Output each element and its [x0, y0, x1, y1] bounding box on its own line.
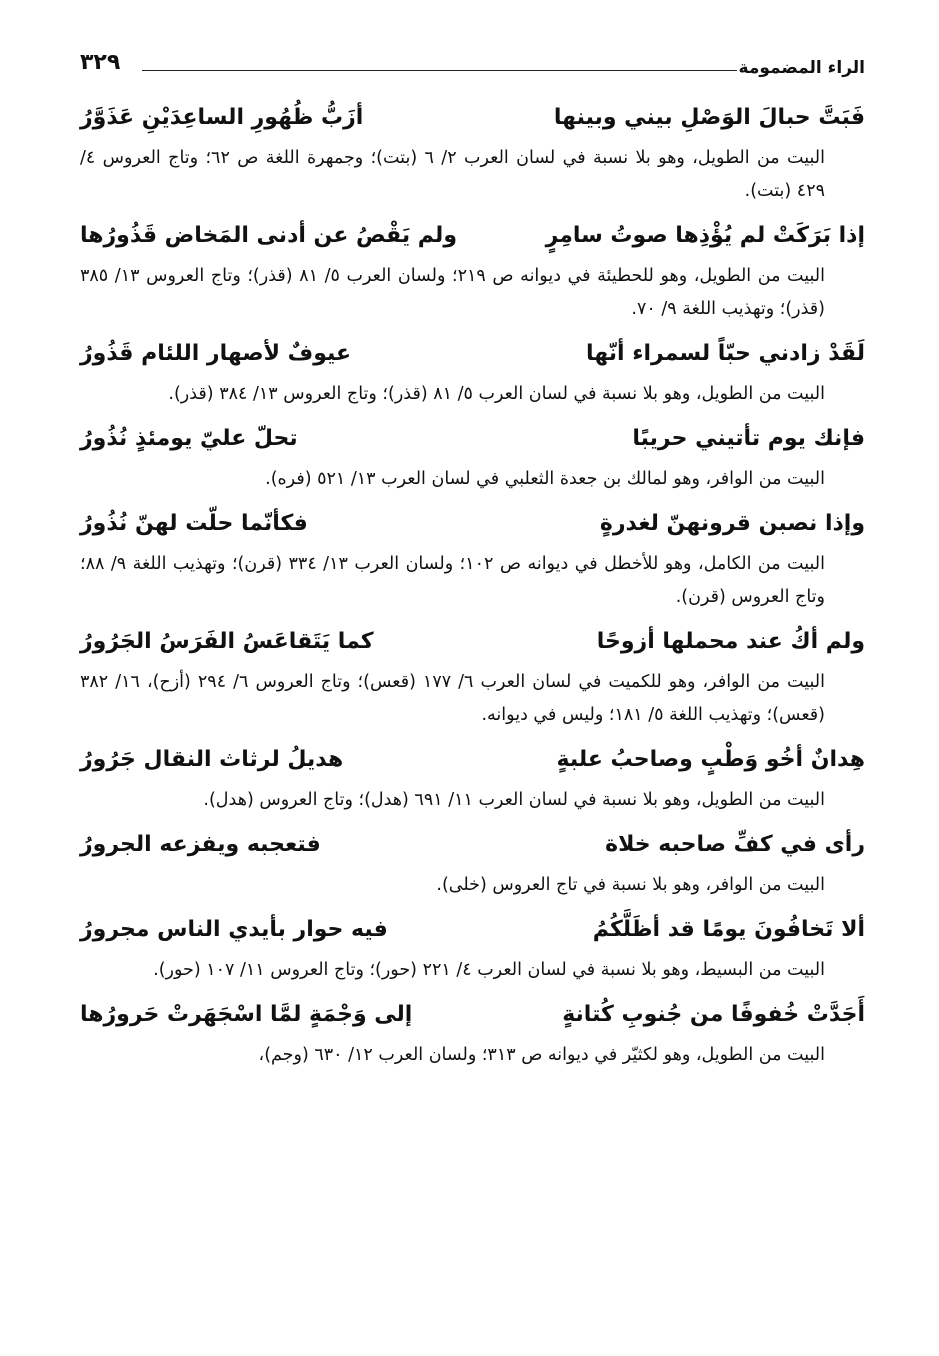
verse-entry [80, 502, 865, 614]
verse-hemistich-second: أزَبُّ ظُهُورِ الساعِدَيْنِ عَذَوَّرُ [80, 105, 364, 130]
verse-hemistich-first: لَقَدْ زادني حبّاً لسمراء أنّها [585, 341, 865, 366]
verse-hemistich-second: كما يَتَقاعَسُ الفَرَسُ الجَرُورُ [80, 629, 374, 654]
verse-hemistich-second: إلى وَجْمَةٍ لمَّا اسْجَهَرتْ حَرورُها [80, 1002, 413, 1027]
verse-hemistich-first: أَجَدَّتْ خُفوفًا من جُنوبِ كُتانةٍ [562, 1002, 865, 1027]
verse-hemistich-second: هديلُ لرثاث النقال جَرُورُ [80, 747, 344, 772]
verse-hemistich-second: فتعجبه ويفزعه الجرورُ [80, 832, 321, 857]
verse-line [80, 620, 865, 666]
verse-entry [80, 96, 865, 208]
verse-hemistich-second: فيه حوار بأيدي الناس مجرورُ [80, 917, 388, 942]
verse-hemistich-first: إذا بَرَكَتْ لم يُؤْذِها صوتُ سامِرٍ [545, 223, 865, 248]
verse-note: البيت من الطويل، وهو بلا نسبة في لسان العرب ٥/ ٨١ (قذر)؛ وتاج العروس ١٣/ ٣٨٤ (قذر). [168, 384, 825, 404]
verse-hemistich-first: فإنك يوم تأتيني حريبًا [632, 426, 865, 451]
chapter-title: الراء المضمومة [738, 58, 865, 78]
verse-line [80, 502, 865, 548]
verse-hemistich-second: عيوفٌ لأصهار اللئام قَذُورُ [80, 341, 352, 366]
verse-note: البيت من البسيط، وهو بلا نسبة في لسان العرب ٤/ ٢٢١ (حور)؛ وتاج العروس ١١/ ١٠٧ (حور). [153, 960, 825, 980]
verse-hemistich-first: رأى في كفِّ صاحبه خلاة [605, 832, 865, 857]
verse-entry [80, 620, 865, 732]
verse-hemistich-first: فَبَتَّ حبالَ الوَصْلِ بيني وبينها [553, 105, 865, 130]
verse-line [80, 908, 865, 954]
verse-line [80, 738, 865, 784]
verse-hemistich-second: ولم يَقْصُ عن أدنى المَخاض قَذُورُها [80, 223, 457, 248]
verse-note: البيت من الطويل، وهو بلا نسبة في لسان العرب ١١/ ٦٩١ (هدل)؛ وتاج العروس (هدل). [203, 790, 825, 810]
verse-entry [80, 214, 865, 326]
verse-hemistich-second: تحلّ عليّ يومئذٍ نُذُورُ [80, 426, 298, 451]
verse-hemistich-first: ولم أكُ عند محملها أزوحًا [596, 629, 865, 654]
verse-note: البيت من الوافر، وهو للكميت في لسان العرب ٦/ ١٧٧ (قعس)؛ وتاج العروس ٦/ ٢٩٤ (أزح)، ١٦/ ٣٨٢ (قعس)؛ وتهذيب اللغة ٥/ ١٨١؛ وليس في ديوانه. [80, 672, 825, 725]
page-content [80, 96, 865, 1078]
verse-entry [80, 417, 865, 496]
verse-note: البيت من الوافر، وهو لمالك بن جعدة الثعلبي في لسان العرب ١٣/ ٥٢١ (فره). [265, 469, 825, 489]
verse-hemistich-first: هِدانٌ أخُو وَطْبٍ وصاحبُ علبةٍ [556, 747, 865, 772]
verse-note: البيت من الطويل، وهو للحطيئة في ديوانه ص ٢١٩؛ ولسان العرب ٥/ ٨١ (قذر)؛ وتاج العروس ١٣/ ٣٨٥ (قذر)؛ وتهذيب اللغة ٩/ ٧٠. [80, 266, 825, 319]
verse-line [80, 823, 865, 869]
verse-hemistich-second: فكأنّما حلّت لهنّ نُذُورُ [80, 511, 308, 536]
verse-entry [80, 738, 865, 817]
verse-line [80, 96, 865, 142]
header-rule [142, 70, 737, 71]
verse-hemistich-first: ألا تَخافُونَ يومًا قد أظَلَّكُمُ [592, 917, 865, 942]
verse-line [80, 214, 865, 260]
verse-note: البيت من الوافر، وهو بلا نسبة في تاج العروس (خلى). [436, 875, 825, 895]
page-number: ٣٢٩ [80, 50, 121, 75]
verse-line [80, 417, 865, 463]
verse-note: البيت من الكامل، وهو للأخطل في ديوانه ص ١٠٢؛ ولسان العرب ١٣/ ٣٣٤ (قرن)؛ وتهذيب اللغة ٩/ ٨٨؛ وتاج العروس (قرن). [80, 554, 825, 607]
verse-line [80, 332, 865, 378]
verse-entry [80, 332, 865, 411]
verse-entry [80, 993, 865, 1072]
verse-note: البيت من الطويل، وهو بلا نسبة في لسان العرب ٢/ ٦ (بتت)؛ وجمهرة اللغة ص ٦٢؛ وتاج العروس ٤/ ٤٢٩ (بتت). [80, 148, 825, 201]
verse-line [80, 993, 865, 1039]
verse-hemistich-first: وإذا نصبن قرونهنّ لغدرةٍ [599, 511, 865, 536]
verse-entry [80, 908, 865, 987]
verse-note: البيت من الطويل، وهو لكثيّر في ديوانه ص ٣١٣؛ ولسان العرب ١٢/ ٦٣٠ (وجم)، [258, 1045, 825, 1065]
page-header [80, 44, 865, 84]
verse-entry [80, 823, 865, 902]
